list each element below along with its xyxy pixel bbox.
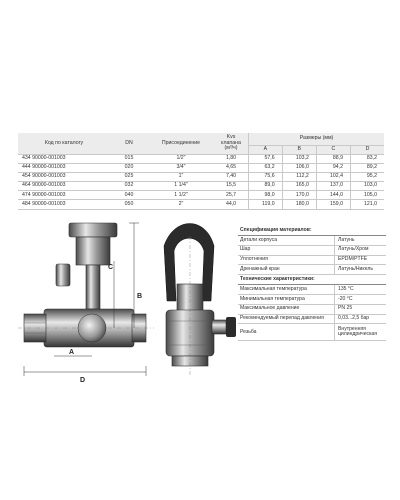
cell-d: 121,0 bbox=[351, 200, 384, 209]
side-neck bbox=[177, 284, 203, 312]
spec-value: EPDM/PTFE bbox=[335, 255, 387, 265]
valve-front-view bbox=[18, 223, 154, 376]
cell-b: 112,2 bbox=[282, 173, 316, 182]
cell-kvs: 44,0 bbox=[214, 200, 249, 209]
spec-key: Максимальная температура bbox=[238, 285, 335, 295]
cell-a: 119,0 bbox=[249, 200, 283, 209]
cell-dn: 015 bbox=[110, 155, 148, 164]
col-header-connection: Присоединение bbox=[148, 133, 214, 155]
spec-row bbox=[238, 245, 386, 255]
spec-row bbox=[238, 236, 386, 246]
cell-a: 75,6 bbox=[249, 173, 283, 182]
cell-dn: 025 bbox=[110, 173, 148, 182]
cell-code: 434 90000-001003 bbox=[18, 155, 110, 164]
cell-a: 57,6 bbox=[249, 155, 283, 164]
valve-stem bbox=[86, 265, 100, 309]
cell-d: 105,0 bbox=[351, 191, 384, 200]
cell-code: 454 90000-001003 bbox=[18, 173, 110, 182]
cell-connection: 2" bbox=[148, 200, 214, 209]
table-row bbox=[18, 164, 384, 173]
drain-cock bbox=[212, 320, 226, 334]
cell-d: 83,2 bbox=[351, 155, 384, 164]
col-header-sizes: Размеры (мм) bbox=[249, 133, 385, 146]
valve-knob bbox=[56, 264, 70, 286]
cell-dn: 040 bbox=[110, 191, 148, 200]
dimension-label-a: A bbox=[69, 349, 75, 356]
col-header-d: D bbox=[351, 146, 384, 155]
spec-key: Резьба bbox=[238, 324, 335, 341]
dimensions-table bbox=[18, 133, 384, 210]
spec-value: Внутренняя цилиндрическая bbox=[335, 324, 387, 341]
cell-connection: 3/4" bbox=[148, 164, 214, 173]
col-header-code: Код по каталогу bbox=[18, 133, 110, 155]
spec-row bbox=[238, 314, 386, 324]
materials-title: Спецификация материалов: bbox=[238, 226, 386, 236]
cell-c: 102,4 bbox=[316, 173, 350, 182]
cell-b: 165,0 bbox=[282, 182, 316, 191]
cell-c: 144,0 bbox=[316, 191, 350, 200]
cell-code: 484 90000-001003 bbox=[18, 200, 110, 209]
cell-a: 89,0 bbox=[249, 182, 283, 191]
spec-key: Максимальное давление bbox=[238, 304, 335, 314]
cell-b: 180,0 bbox=[282, 200, 316, 209]
kvs-line-3: (м³/ч) bbox=[224, 145, 238, 152]
spec-row bbox=[238, 294, 386, 304]
valve-top-cap bbox=[69, 223, 117, 237]
spec-key: Шар bbox=[238, 245, 335, 255]
spec-section-header bbox=[238, 226, 386, 236]
col-header-b: B bbox=[282, 146, 316, 155]
cell-kvs: 1,80 bbox=[214, 155, 249, 164]
spec-key: Минимальная температура bbox=[238, 294, 335, 304]
cell-c: 159,0 bbox=[316, 200, 350, 209]
table-row bbox=[18, 191, 384, 200]
cell-d: 89,2 bbox=[351, 164, 384, 173]
spec-row bbox=[238, 265, 386, 275]
cell-code: 444 90000-001003 bbox=[18, 164, 110, 173]
valve-technical-drawing bbox=[14, 206, 246, 416]
table-row bbox=[18, 155, 384, 164]
spec-value: Латунь bbox=[335, 236, 387, 246]
spec-value: 135 °C bbox=[335, 285, 387, 295]
cell-a: 63,2 bbox=[249, 164, 283, 173]
spec-key: Дренажный кран bbox=[238, 265, 335, 275]
spec-value: 0,03...2,5 бар bbox=[335, 314, 387, 324]
drain-cock-cap bbox=[226, 317, 236, 337]
spec-value: Латунь/Хром bbox=[335, 245, 387, 255]
cell-c: 94,2 bbox=[316, 164, 350, 173]
cell-dn: 032 bbox=[110, 182, 148, 191]
cell-a: 98,0 bbox=[249, 191, 283, 200]
cell-connection: 1/2" bbox=[148, 155, 214, 164]
col-header-kvs bbox=[214, 133, 249, 155]
cell-d: 103,0 bbox=[351, 182, 384, 191]
spec-row bbox=[238, 324, 386, 341]
cell-kvs: 4,65 bbox=[214, 164, 249, 173]
col-header-c: C bbox=[316, 146, 350, 155]
spec-section-header bbox=[238, 275, 386, 285]
kvs-line-1: Kvs bbox=[226, 133, 236, 140]
cell-kvs: 15,5 bbox=[214, 182, 249, 191]
cell-b: 106,0 bbox=[282, 164, 316, 173]
spec-value: -20 °C bbox=[335, 294, 387, 304]
valve-neck bbox=[76, 237, 110, 265]
cell-kvs: 7,40 bbox=[214, 173, 249, 182]
table-row bbox=[18, 173, 384, 182]
cell-connection: 1 1/2" bbox=[148, 191, 214, 200]
cell-d: 95,2 bbox=[351, 173, 384, 182]
spec-value: Латунь/Никель bbox=[335, 265, 387, 275]
cell-c: 137,0 bbox=[316, 182, 350, 191]
valve-side-view bbox=[164, 224, 236, 377]
spec-key: Детали корпуса bbox=[238, 236, 335, 246]
spec-row bbox=[238, 285, 386, 295]
cell-b: 170,0 bbox=[282, 191, 316, 200]
cell-dn: 050 bbox=[110, 200, 148, 209]
spec-row bbox=[238, 255, 386, 265]
specification-table bbox=[238, 226, 386, 341]
spec-row bbox=[238, 304, 386, 314]
col-header-dn: DN bbox=[110, 133, 148, 155]
cell-kvs: 25,7 bbox=[214, 191, 249, 200]
cell-code: 464 90000-001003 bbox=[18, 182, 110, 191]
cell-code: 474 90000-001003 bbox=[18, 191, 110, 200]
kvs-line-2: клапана bbox=[221, 139, 241, 146]
col-header-a: A bbox=[249, 146, 283, 155]
table-row bbox=[18, 182, 384, 191]
cell-dn: 020 bbox=[110, 164, 148, 173]
dimension-label-b: B bbox=[137, 293, 143, 300]
spec-key: Уплотнения bbox=[238, 255, 335, 265]
dimension-label-d: D bbox=[80, 377, 86, 384]
spec-value: PN 25 bbox=[335, 304, 387, 314]
cell-connection: 1" bbox=[148, 173, 214, 182]
valve-ball bbox=[78, 314, 106, 342]
cell-c: 88,9 bbox=[316, 155, 350, 164]
cell-connection: 1 1/4" bbox=[148, 182, 214, 191]
cell-b: 103,2 bbox=[282, 155, 316, 164]
tech-title: Технические характеристики: bbox=[238, 275, 386, 285]
dimension-label-c: C bbox=[108, 264, 114, 271]
spec-key: Рекомендуемый перепад давления bbox=[238, 314, 335, 324]
